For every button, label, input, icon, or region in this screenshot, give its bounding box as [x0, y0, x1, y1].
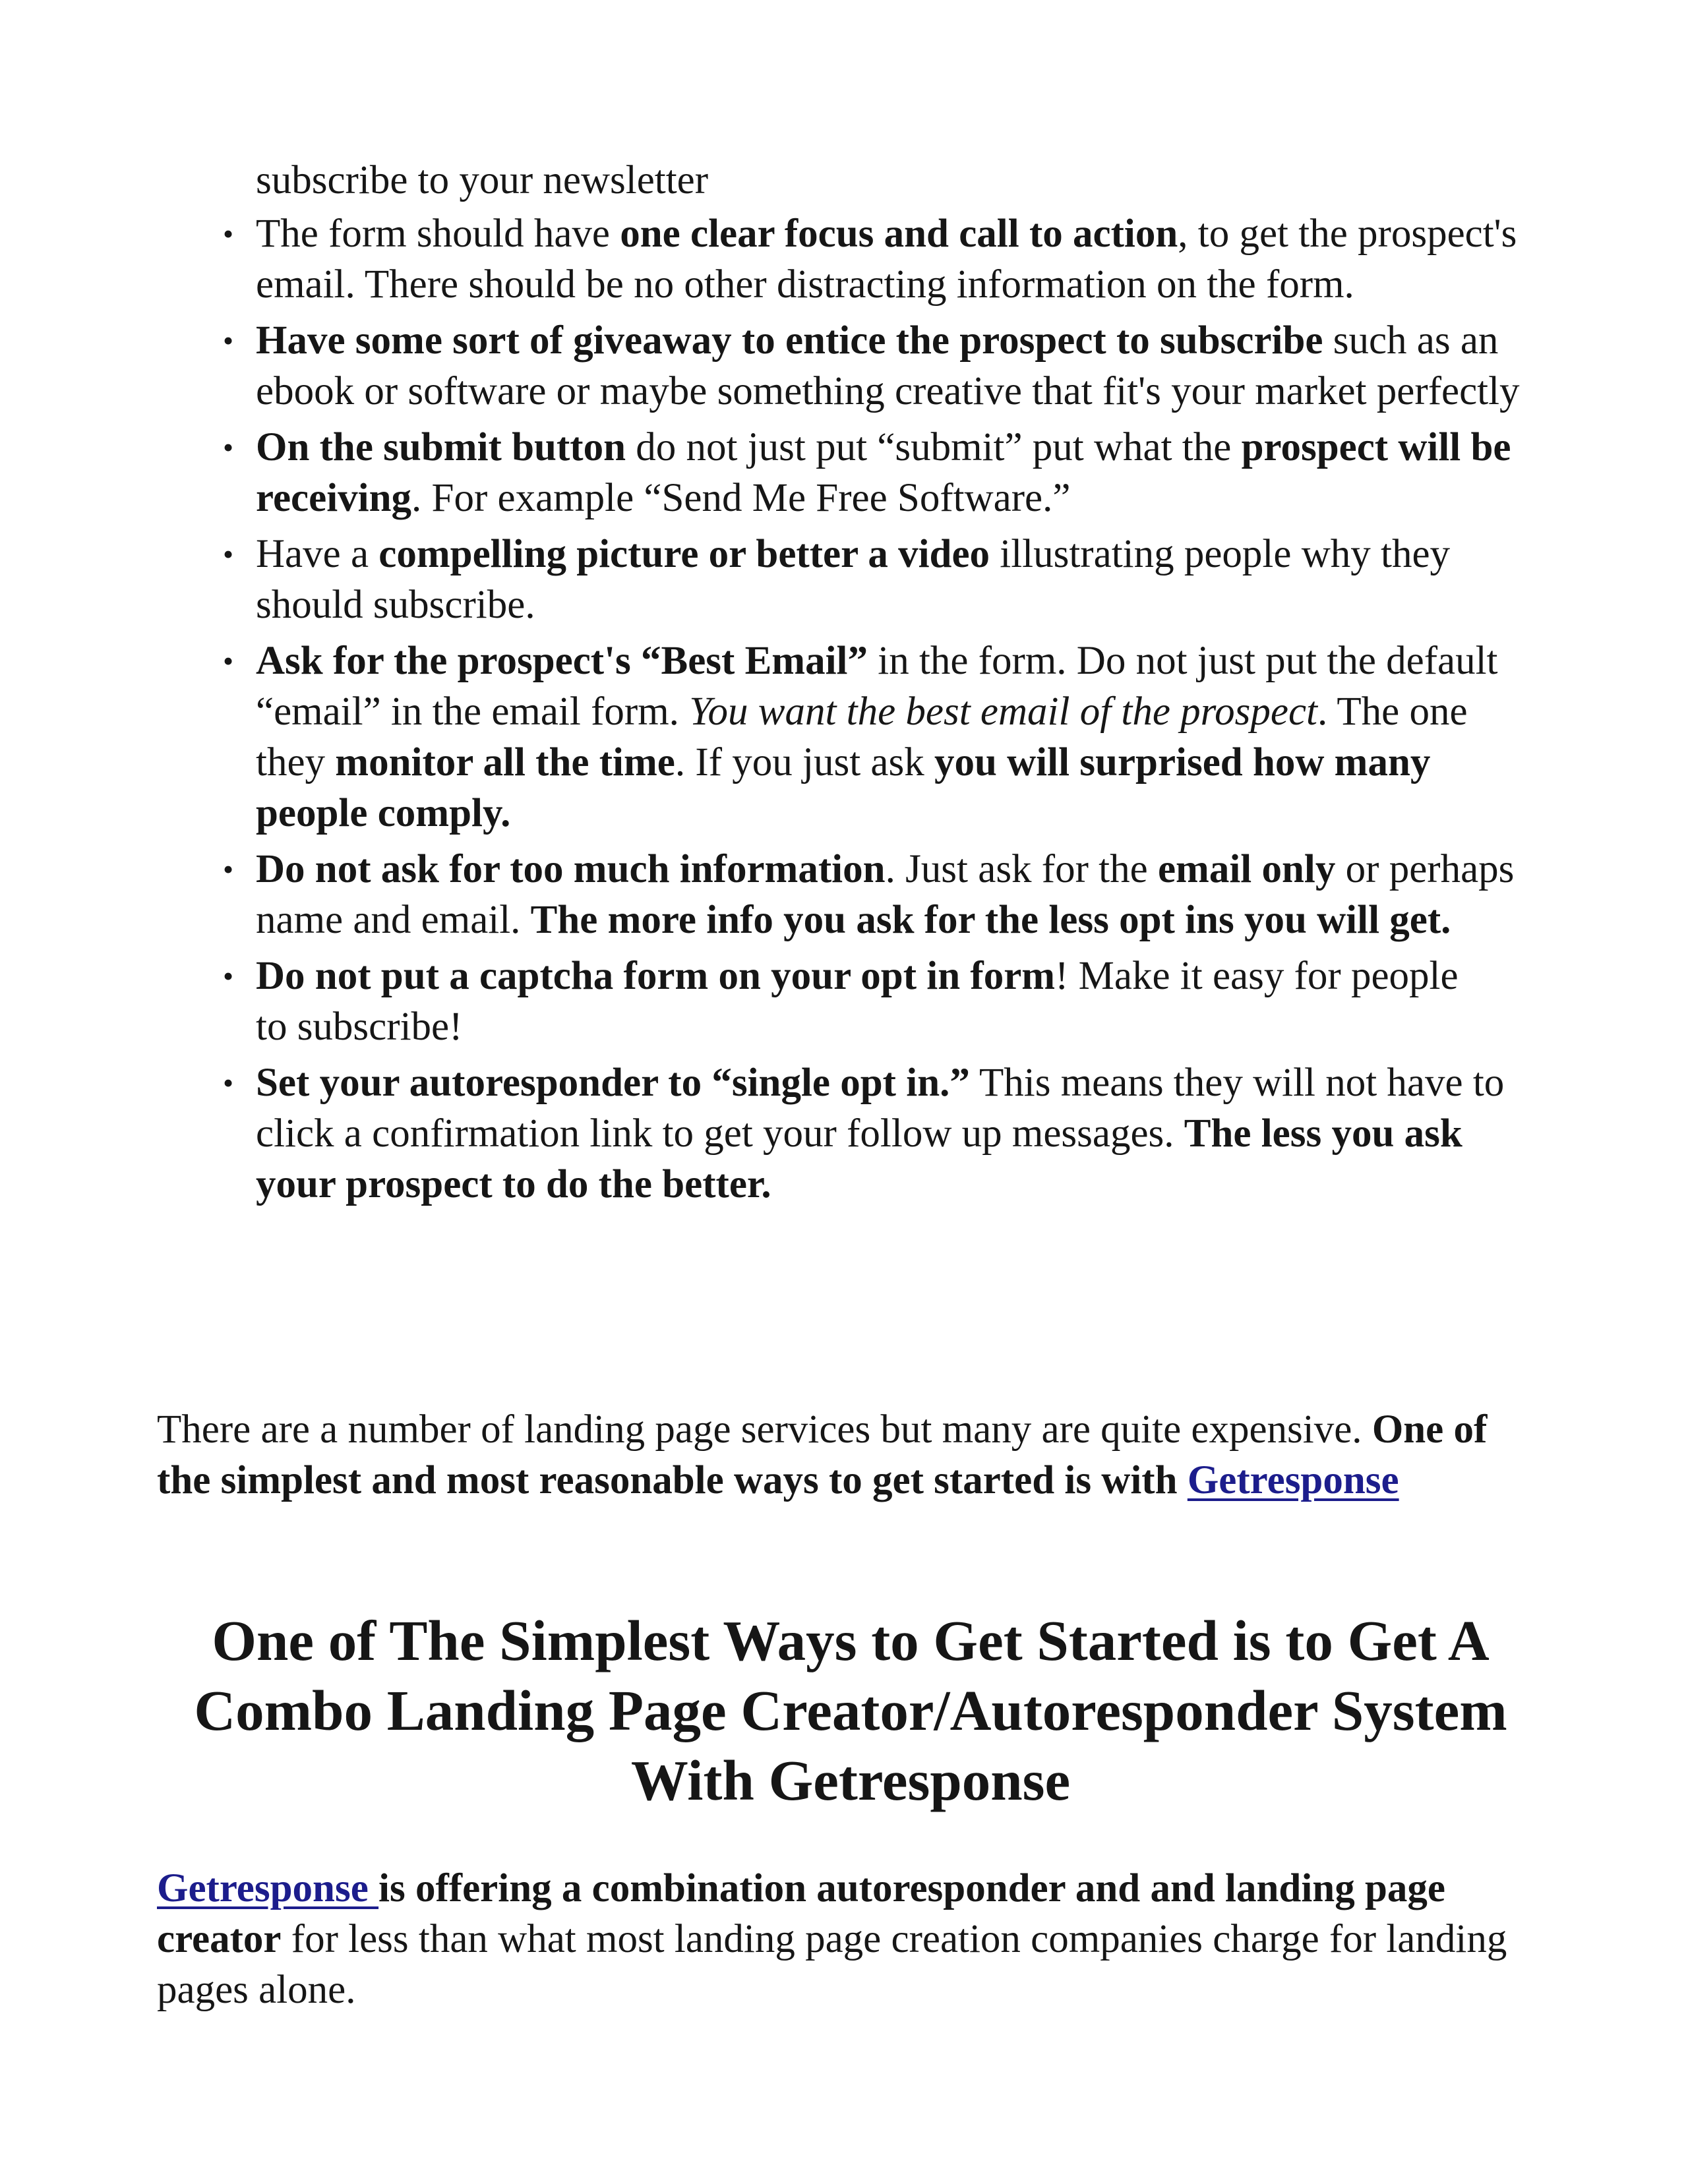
bullet-emphasis: prospect will be receiving [256, 425, 1511, 520]
bullet-emphasis: compelling picture or better a video [378, 532, 990, 576]
bullet-text: illustrating people why they should subscribe. [256, 532, 1451, 627]
services-text: There are a number of landing page services but many are quite expensive. [157, 1407, 1362, 1452]
bullet-icon: • [222, 644, 234, 678]
bullet-emphasis: monitor all the time [335, 740, 675, 784]
bullet-icon: • [222, 959, 234, 993]
tips-list [222, 208, 1542, 1215]
bullet-emphasis: Ask for the prospect's “Best Email” [256, 639, 868, 683]
offer-emphasis: is offering a combination autoresponder and and landing page creator [157, 1866, 1445, 1961]
lead-line: subscribe to your newsletter [256, 158, 709, 202]
section-heading: One of The Simplest Ways to Get Started is to Get A Combo Landing Page Creator/Autoresponder System With Getresponse [194, 1608, 1507, 1812]
bullet-icon: • [222, 430, 234, 464]
bullet-text: . Just ask for the [885, 847, 1158, 891]
bullet-text: in the form. Do not just put the default “email” in the email form. [256, 639, 1498, 734]
bullet-emphasis: you will surprised how many people comply. [256, 740, 1431, 835]
bullet-icon: • [222, 852, 234, 886]
bullet-text: . The one they [256, 690, 1468, 784]
bullet-text: do not just put “submit” put what the [626, 425, 1242, 469]
list-item [222, 422, 1542, 523]
offer-text: for less than what most landing page creation companies charge for landing pages alone. [157, 1917, 1507, 2012]
bullet-text: Have a [256, 532, 379, 576]
bullet-text: . If you just ask [675, 740, 934, 784]
bullet-icon: • [222, 217, 234, 251]
bullet-text: This means they will not have to click a confirmation link to get your follow up messages. [256, 1061, 1505, 1156]
getresponse-link[interactable]: Getresponse [157, 1866, 379, 1910]
bullet-emphasis: one clear focus and call to action [620, 212, 1178, 256]
getresponse-link[interactable]: Getresponse [1187, 1458, 1399, 1502]
list-item [222, 951, 1495, 1052]
list-item [222, 1057, 1542, 1210]
bullet-emphasis: The more info you ask for the less opt ins you will get. [530, 898, 1451, 942]
bullet-text: The form should have [256, 212, 620, 256]
bullet-italic: You want the best email of the prospect [689, 690, 1317, 734]
bullet-emphasis: Do not ask for too much information [256, 847, 886, 891]
list-item [222, 529, 1456, 630]
list-item [222, 844, 1542, 945]
services-emphasis: One of the simplest and most reasonable ways to get started is with [157, 1407, 1488, 1502]
bullet-emphasis: The less you ask your prospect to do the better. [256, 1111, 1462, 1206]
bullet-emphasis: Do not put a captcha form on your opt in form [256, 954, 1056, 998]
list-item [222, 635, 1542, 839]
bullet-text: . For example “Send Me Free Software.” [411, 476, 1071, 520]
list-item [222, 208, 1542, 310]
bullet-icon: • [222, 537, 234, 571]
bullet-text: , to get the prospect's email. There should be no other distracting information on the form. [256, 212, 1517, 307]
bullet-text: such as an ebook or software or maybe something creative that fit's your market perfectly [256, 318, 1520, 413]
bullet-icon: • [222, 1066, 234, 1100]
bullet-icon: • [222, 324, 234, 357]
services-paragraph [157, 1404, 1548, 1506]
offer-paragraph [157, 1863, 1548, 2015]
bullet-emphasis: Have some sort of giveaway to entice the prospect to subscribe [256, 318, 1323, 363]
bullet-text: ! Make it easy for people to subscribe! [256, 954, 1459, 1049]
list-item [222, 315, 1542, 417]
bullet-emphasis: Set your autoresponder to “single opt in.” [256, 1061, 970, 1105]
bullet-emphasis: email only [1157, 847, 1336, 891]
bullet-emphasis: On the submit button [256, 425, 626, 469]
bullet-text: or perhaps name and email. [256, 847, 1515, 942]
